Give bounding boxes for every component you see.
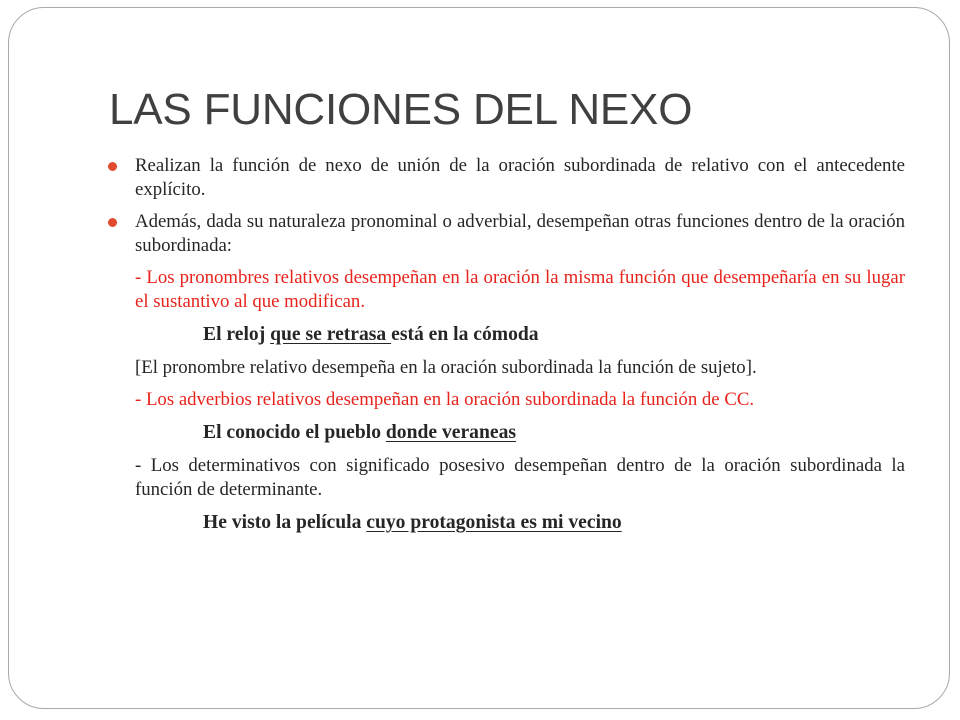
example-sentence-1 — [135, 322, 905, 348]
bullet-item — [107, 154, 905, 202]
relative-clause-underlined: que se retrasa — [270, 324, 392, 345]
determinativos-paragraph: - Los determinativos con significado posesivo desempeñan dentro de la oración subordinada la función de determinante. — [135, 455, 905, 500]
slide-content — [107, 154, 905, 544]
bullet-dot-icon — [108, 218, 117, 227]
bullet-dot-icon — [108, 162, 117, 171]
example-sentence-2 — [135, 420, 905, 446]
pronombres-paragraph: - Los pronombres relativos desempeñan en la oración la misma función que desempeñaría en su lugar el sustantivo al que modifican. — [135, 267, 905, 312]
bullet-item — [107, 210, 905, 258]
relative-clause-underlined: donde veraneas — [385, 422, 516, 443]
adverbios-paragraph: - Los adverbios relativos desempeñan en la oración subordinada la función de CC. — [135, 389, 755, 410]
pronombre-note-paragraph: [El pronombre relativo desempeña en la oración subordinada la función de sujeto]. — [135, 357, 757, 378]
example-text: está en la cómoda — [391, 324, 539, 345]
bullet-text: Además, dada su naturaleza pronominal o adverbial, desempeñan otras funciones dentro de la oración subordinada: — [135, 211, 905, 256]
bullet-text: Realizan la función de nexo de unión de la oración subordinada de relativo con el antecedente explícito. — [135, 155, 905, 200]
example-text: He visto la película — [203, 512, 367, 533]
relative-clause-underlined: cuyo protagonista es mi vecino — [366, 512, 622, 533]
example-sentence-3 — [135, 510, 905, 536]
slide-title: LAS FUNCIONES DEL NEXO — [109, 85, 693, 134]
example-text: El reloj — [203, 324, 271, 345]
example-text: El conocido el pueblo — [203, 422, 386, 443]
